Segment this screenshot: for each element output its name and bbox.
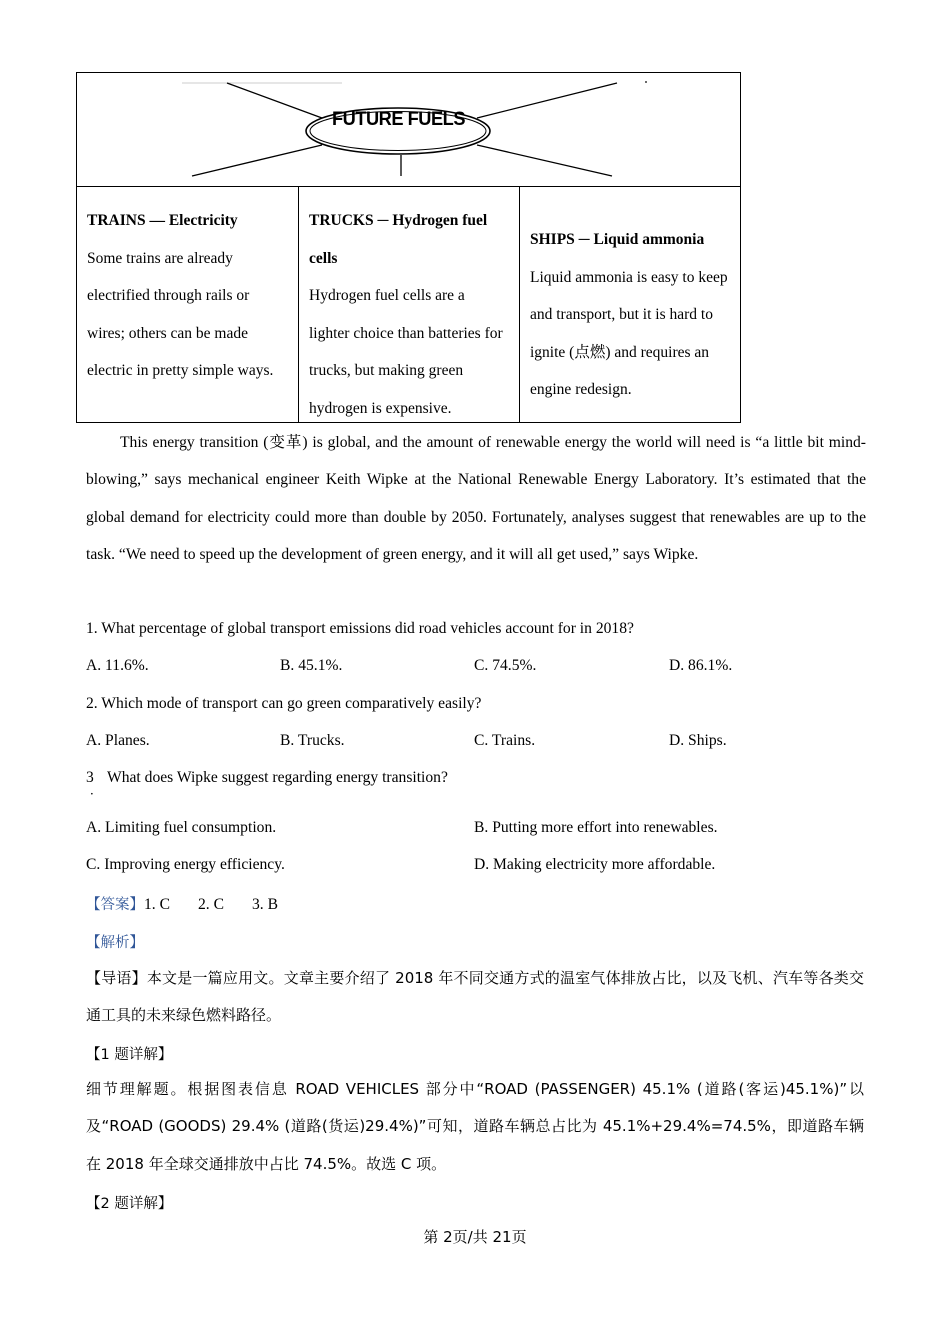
q2-option-c: C. Trains. <box>474 732 536 749</box>
answer-line <box>86 893 278 914</box>
answer-2: 2. C <box>198 896 224 913</box>
q2-option-b: B. Trucks. <box>280 732 345 749</box>
q3-option-d: D. Making electricity more affordable. <box>474 856 716 873</box>
ships-heading: SHIPS ─ Liquid ammonia <box>530 231 705 248</box>
q1-option-c: C. 74.5%. <box>474 657 537 674</box>
trains-column <box>77 187 298 423</box>
question-3-dot: ． <box>90 783 103 797</box>
q2-option-a: A. Planes. <box>86 732 150 749</box>
question-3-number: 3 <box>86 769 94 786</box>
page-footer: 第 2页/共 21页 <box>423 1228 527 1246</box>
q1-option-a: A. 11.6%. <box>86 657 149 674</box>
detail-2-label: 【2 题详解】 <box>86 1196 173 1212</box>
trucks-column <box>298 187 519 423</box>
answer-1: 1. C <box>144 896 170 913</box>
q2-option-d: D. Ships. <box>669 732 727 749</box>
q3-option-c: C. Improving energy efficiency. <box>86 856 285 873</box>
trains-body: Some trains are already electrified through rails or wires; others can be made electric in pretty simple ways. <box>87 249 274 379</box>
question-3-stem: What does Wipke suggest regarding energy transition? <box>107 769 448 786</box>
q1-option-d: D. 86.1%. <box>669 657 733 674</box>
q3-option-b: B. Putting more effort into renewables. <box>474 819 718 836</box>
q1-option-b: B. 45.1%. <box>280 657 343 674</box>
detail-1-paragraph: 细节理解题。根据图表信息 ROAD VEHICLES 部分中“ROAD (PASSENGER) 45.1% (道路(客运)45.1%)”以及“ROAD (GOODS) 29.4% (道路(货运)29.4%)”可知，道路车辆总占比为 45.1%+29.4%=74.5%，即道路车辆在 2018 年全球交通排放中占比 74.5%。故选 C 项。 <box>86 1080 864 1173</box>
answer-3: 3. B <box>252 896 278 913</box>
ships-body: Liquid ammonia is easy to keep and transport, but it is hard to ignite (点燃) and requires an engine redesign. <box>530 268 728 398</box>
diagram-title: FUTURE FUELS <box>331 109 466 130</box>
detail-1-label: 【1 题详解】 <box>86 1047 173 1063</box>
q3-option-a: A. Limiting fuel consumption. <box>86 819 277 836</box>
ships-column <box>519 187 740 423</box>
intro-paragraph: 【导语】本文是一篇应用文。文章主要介绍了 2018 年不同交通方式的温室气体排放占比，以及飞机、汽车等各类交通工具的未来绿色燃料路径。 <box>86 969 864 1025</box>
fuel-columns <box>77 186 740 423</box>
answer-label: 【答案】 <box>86 897 144 913</box>
trucks-heading: TRUCKS ─ Hydrogen fuel cells <box>309 212 488 267</box>
trucks-body: Hydrogen fuel cells are a lighter choice than batteries for trucks, but making green hydrogen is expensive. <box>309 287 503 417</box>
trains-heading: TRAINS — Electricity <box>87 212 238 229</box>
analysis-label: 【解析】 <box>86 935 144 951</box>
question-1-stem: 1. What percentage of global transport emissions did road vehicles account for in 2018? <box>86 620 634 637</box>
body-paragraph: This energy transition (变革) is global, and the amount of renewable energy the world will need is “a little bit mind-blowing,” says mechanical engineer Keith Wipke at the National Renewable Energy Laboratory. It’s estimated that the global demand for electricity could more than double by 2050. Fortunately, analyses suggest that renewables are up to the task. “We need to speed up the development of green energy, and it will all get used,” says Wipke. <box>86 434 866 564</box>
future-fuels-diagram <box>76 72 741 423</box>
question-2-stem: 2. Which mode of transport can go green comparatively easily? <box>86 695 482 712</box>
